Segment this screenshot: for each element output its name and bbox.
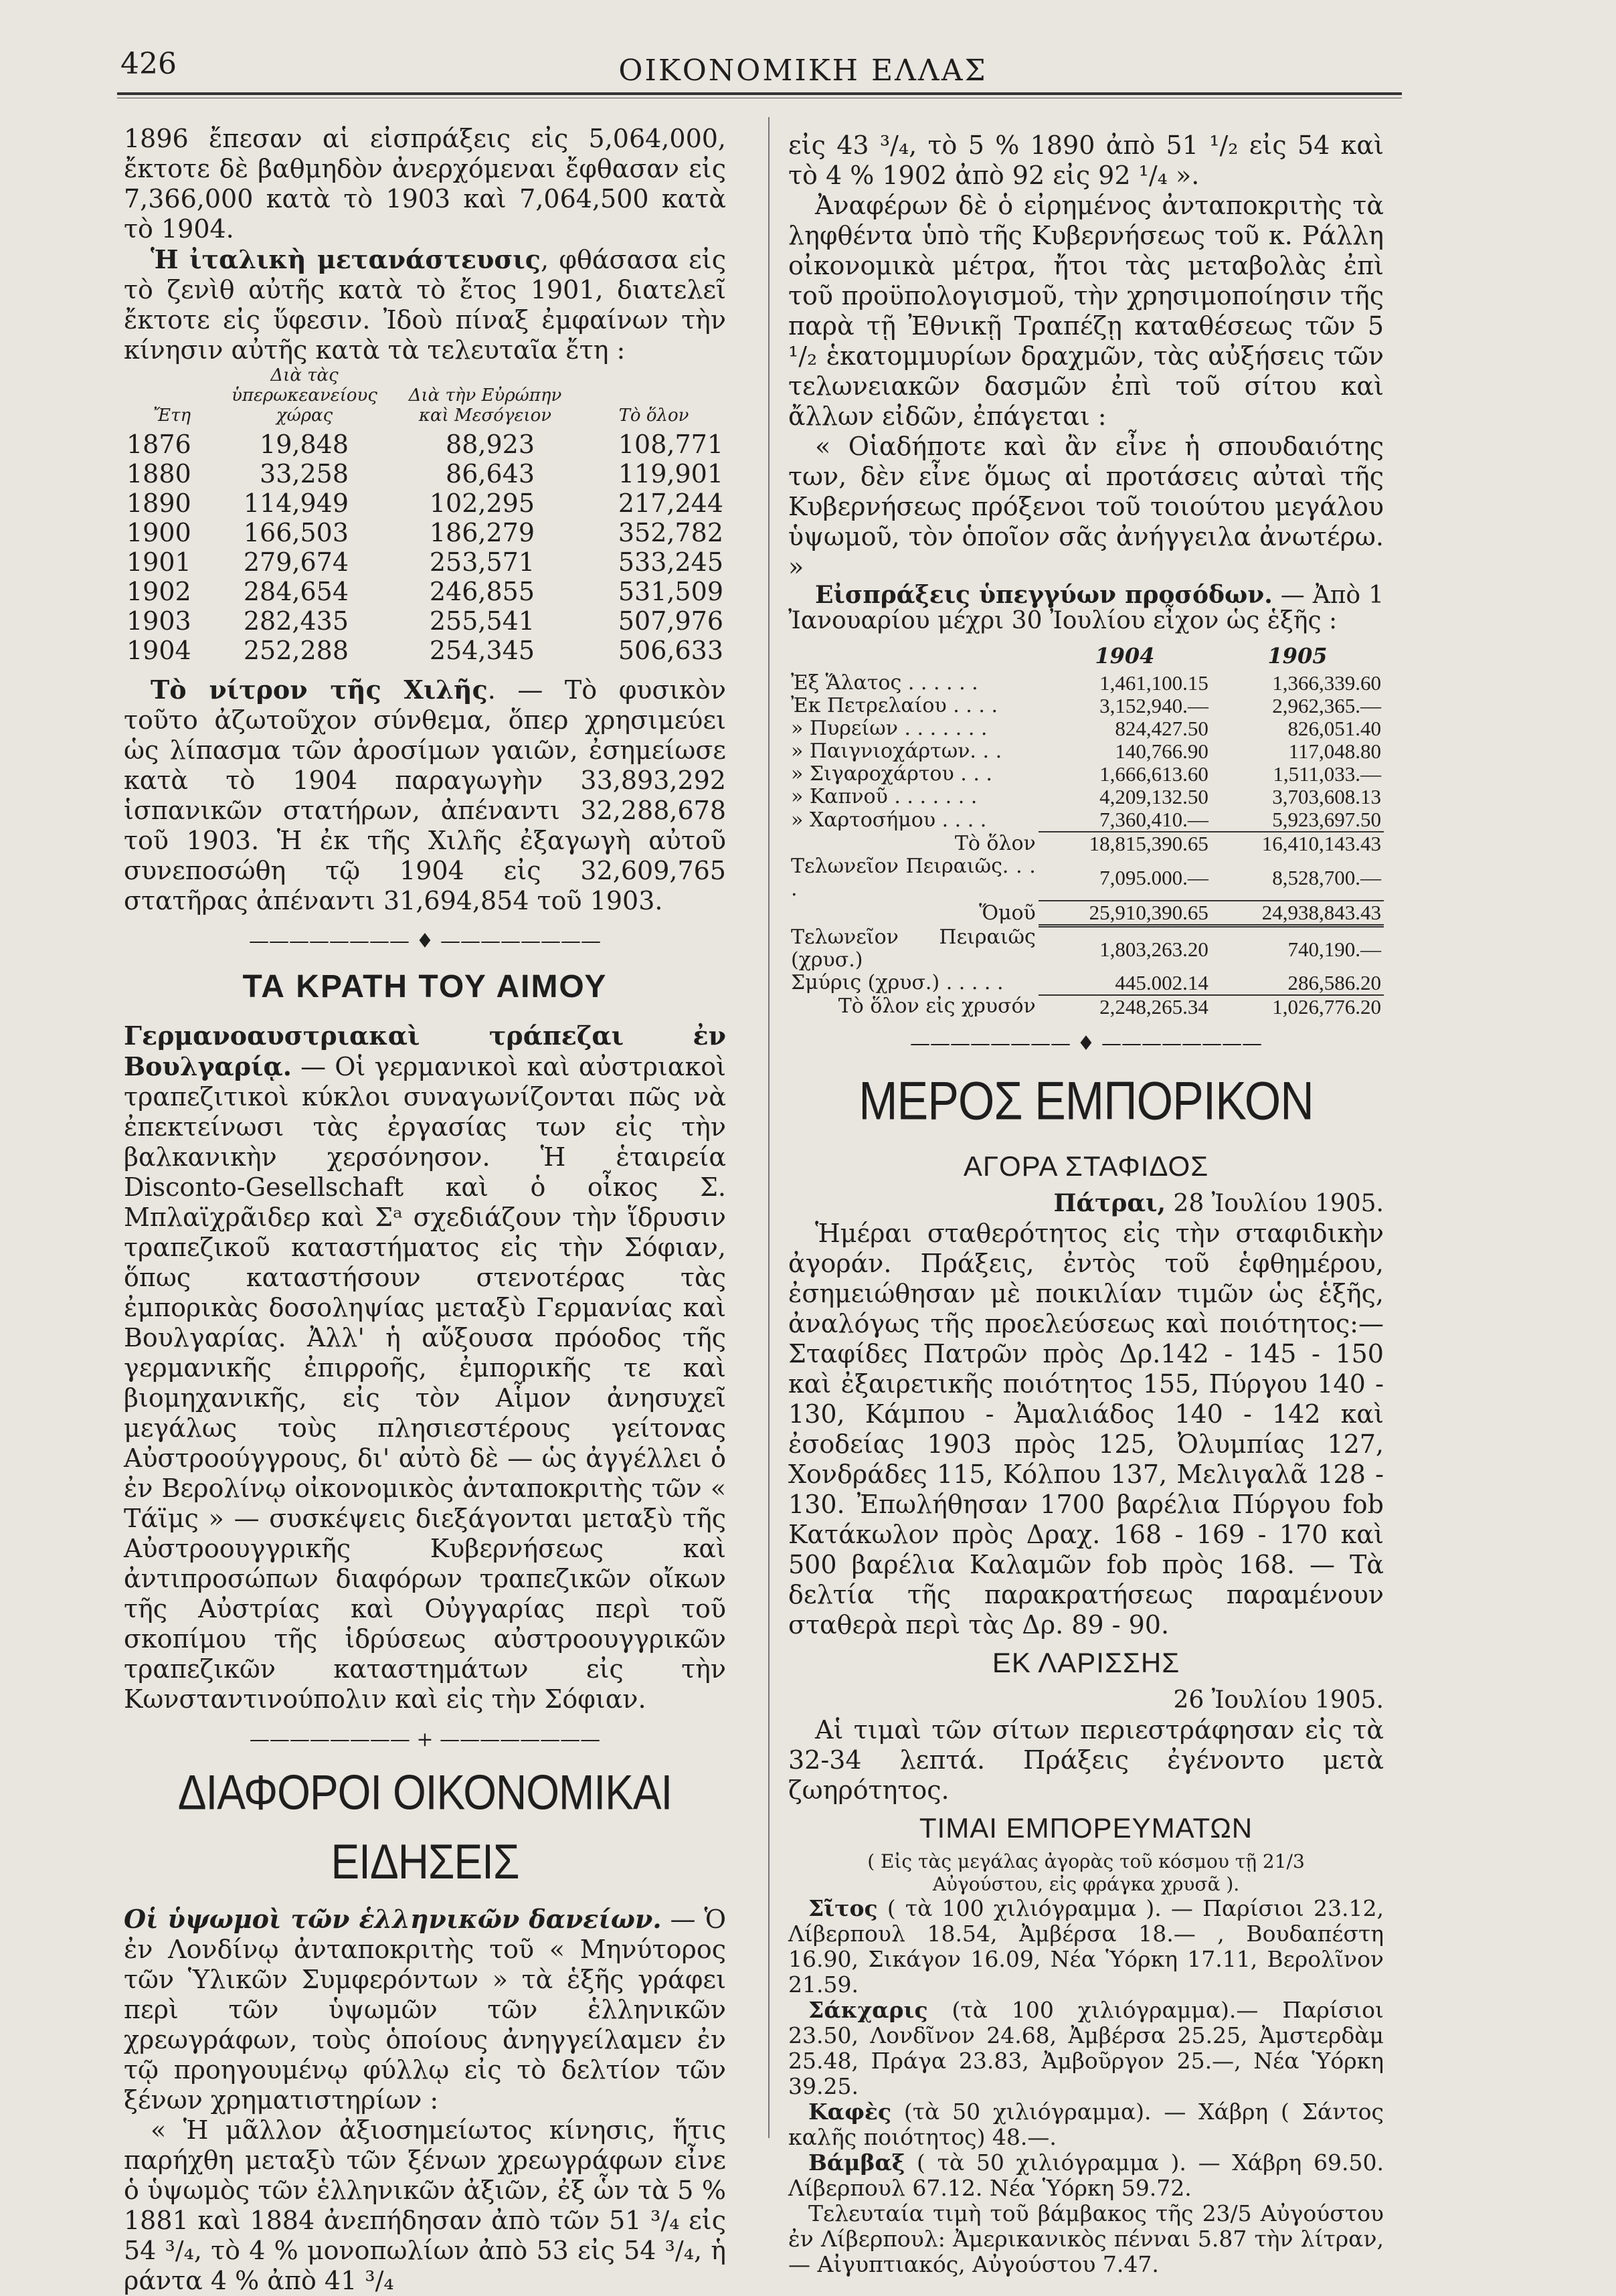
cell-amount-1905: 3,703,608.13 <box>1272 785 1381 808</box>
cell-amount-1905: 286,586.20 <box>1211 972 1384 995</box>
table-row <box>788 763 1384 786</box>
cell-total: 119,901 <box>618 459 723 489</box>
col-header-overseas: Διὰ τὰς ὑπερωκεανείους χώρας <box>232 365 377 426</box>
commodity-sugar-label: Σάκχαρις <box>808 1996 928 2023</box>
commodity-wheat <box>788 1896 1384 1998</box>
cell-amount-1905: 5,923,697.50 <box>1211 808 1384 832</box>
cell-overseas: 166,503 <box>243 518 349 547</box>
section-heading-various-news: ΔΙΑΦΟΡΟΙ ΟΙΚΟΝΟΜΙΚΑΙ ΕΙΔΗΣΕΙΣ <box>177 1764 672 1890</box>
paragraph-german-austrian-banks <box>124 1021 726 1714</box>
cell-year: 1880 <box>126 459 191 489</box>
cell-revenue-source: Σμύρις (χρυσ.) . . . . . <box>791 971 1004 994</box>
commodity-cotton-prices: ( τὰ 50 χιλιόγραμμα ). — Χάβρη 69.50. Λίβερπουλ 67.12. Νέα Ὑόρκη 59.72. <box>788 2149 1384 2201</box>
paragraph-ralli-quote: « Οἱαδήποτε καὶ ἂν εἶνε ἡ σπουδαιότης των, δὲν εἶνε ὅμως αἱ προτάσεις αὐταὶ τῆς Κυβερνήσεως πρόξενοι τοῦ τοιούτου μεγάλου ὑψωμοῦ, τὸν ὁποῖον σᾶς ἀνήγγειλα ἀνωτέρω. » <box>788 432 1384 582</box>
chile-nitrate-heading: Τὸ νίτρον τῆς Χιλῆς <box>151 675 488 705</box>
commodity-cotton-label: Βάμβαξ <box>808 2149 905 2176</box>
table-row <box>124 606 726 636</box>
cell-amount-1904: 3,152,940.— <box>1099 694 1208 717</box>
cell-revenue-source: » Πυρείων . . . . . . . <box>791 717 988 740</box>
secured-revenues-heading: Εἰσπράξεις ὑπεγγύων προσόδων. <box>815 581 1273 609</box>
german-austrian-banks-text: — Οἱ γερμανικοὶ καὶ αὐστριακοὶ τραπεζιτικοὶ κύκλοι συναγωνίζονται πῶς νὰ ἐπεκτείνωσι τὰς ἐργασίας των εἰς τὴν βαλκανικὴν χερσόνησον. Ἡ ἑταιρεία Disconto-Gesellschaft καὶ ὁ οἶκος Σ. Μπλαϊχρᾶιδερ καὶ Σᵃ σχεδιάζουν τὴν ἵδρυσιν τραπεζικοῦ καταστήματος εἰς τὴν Σόφιαν, ὅπως καταστήσουν στενοτέρας τὰς ἐμπορικὰς δοσοληψίας μεταξὺ Γερμανίας καὶ Βουλγαρίας. Ἀλλ' ἡ αὔξουσα πρόοδος τῆς γερμανικῆς ἐπιρροῆς, ἐμπορικῆς τε καὶ βιομηχανικῆς, εἰς τὸν Αἷμον ἀνησυχεῖ μεγάλως τοὺς πλησιεστέρους γείτονας Αὐστροούγγρους, δι' αὐτὸ δὲ — ὡς ἀγγέλλει ὁ ἐν Βερολίνῳ οἰκονομικὸς ἀνταποκριτὴς τῶν « Τάϊμς » — συσκέψεις διεξάγονται μεταξὺ τῆς Αὐστροουγγρικῆς Κυβερνήσεως καὶ ἀντιπροσώπων διαφόρων τραπεζικῶν οἴκων τῆς Αὐστρίας καὶ Οὐγγαρίας περὶ τοῦ σκοπίμου τῆς ἱδρύσεως αὐστροουγγρικῶν τραπεζικῶν καταστημάτων εἰς τὴν Κωνσταντινούπολιν καὶ εἰς τὴν Σόφιαν. <box>124 1052 726 1714</box>
commodity-list <box>788 1896 1384 2277</box>
commodity-coffee-prices: (τὰ 50 χιλιόγραμμα). — Χάβρη ( Σάντος καλῆς ποιότητος) 48.—. <box>788 2098 1384 2150</box>
cell-europe: 102,295 <box>429 489 535 518</box>
table-row <box>788 672 1384 695</box>
table-row <box>788 808 1384 832</box>
table-row <box>788 717 1384 740</box>
cell-revenue-source: Τελωνεῖον Πειραιῶς. . . . <box>791 855 1036 901</box>
cell-revenue-source: » Χαρτοσήμου . . . . <box>791 808 987 832</box>
cell-amount-1904: 4,209,132.50 <box>1099 785 1208 808</box>
dateline-patras-date: 28 Ἰουλίου 1905. <box>1165 1189 1384 1217</box>
paragraph-chile-nitrate <box>124 675 726 916</box>
cell-amount-1905: 1,026,776.20 <box>1272 994 1381 1019</box>
paragraph-greek-loans <box>124 1904 726 2115</box>
cell-amount-1904: 445.002.14 <box>1039 972 1211 995</box>
paragraph-larissa-grain: Αἱ τιμαὶ τῶν σίτων περιεστράφησαν εἰς τὰ 32-34 λεπτά. Πράξεις ἐγένοντο μετὰ ζωηρότητος. <box>788 1714 1384 1805</box>
cell-overseas: 19,848 <box>260 430 349 459</box>
emigration-table-header <box>124 365 726 430</box>
paragraph-secured-revenues <box>788 582 1384 634</box>
paragraph-revenue-intro: 1896 ἔπεσαν αἱ εἰσπράξεις εἰς 5,064,000, ἔκτοτε δὲ βαθμηδὸν ἀνερχόμεναι ἔφθασαν εἰς 7,366,000 κατὰ τὸ 1903 καὶ 7,064,500 κατὰ τὸ 1904. <box>124 124 726 244</box>
commodity-wheat-prices: ( τὰ 100 χιλιόγραμμα ). — Παρίσιοι 23.12, Λίβερπουλ 18.54, Ἀμβέρσα 18.— , Βουδαπέστη 16.90, Σικάγον 16.09, Νέα Ὑόρκη 17.11, Βερολῖνον 21.59. <box>788 1894 1384 1998</box>
cell-amount-1904: 7,360,410.— <box>1039 808 1211 832</box>
cell-amount-1904: 25,910,390.65 <box>1039 901 1211 926</box>
commodity-cotton-last-price: Τελευταία τιμὴ τοῦ βάμβακος τῆς 23/5 Αὐγούστου ἐν Λίβερπουλ: Ἀμερικανικὸς πένναι 5.87 τὴν λίτραν, — Αἰγυπτιακός, Αὐγούστου 7.47. <box>788 2200 1384 2277</box>
commodity-coffee <box>788 2099 1384 2150</box>
cell-year: 1900 <box>126 518 191 547</box>
cell-revenue-source: Τὸ ὅλον <box>954 831 1036 855</box>
table-row <box>788 972 1384 995</box>
cell-overseas: 33,258 <box>260 459 349 489</box>
table-row <box>124 547 726 577</box>
cell-total: 533,245 <box>618 547 723 577</box>
cell-revenue-source: Ὅμοῦ <box>979 901 1036 925</box>
cell-europe: 254,345 <box>429 636 535 665</box>
cell-amount-1905: 2,962,365.— <box>1272 694 1381 717</box>
commodity-prices-note: ( Εἰς τὰς μεγάλας ἀγορὰς τοῦ κόσμου τῇ 21/3 Αὐγούστου, εἰς φράγκα χρυσᾶ ). <box>867 1850 1305 1895</box>
col-header-total: Τὸ ὅλον <box>618 406 689 426</box>
commodity-wheat-label: Σῖτος <box>808 1894 878 1921</box>
cell-europe: 246,855 <box>429 577 535 606</box>
col-header-1905: 1905 <box>1267 643 1328 669</box>
cell-amount-1905: 1,366,339.60 <box>1272 671 1381 695</box>
table-row <box>124 459 726 489</box>
table-row <box>788 995 1384 1019</box>
column-divider <box>768 117 770 2138</box>
table-row <box>124 636 726 665</box>
table-row <box>788 832 1384 855</box>
cell-amount-1904: 1,803,263.20 <box>1099 937 1208 961</box>
cell-amount-1905: 826,051.40 <box>1287 717 1381 740</box>
cell-year: 1902 <box>126 577 191 606</box>
paragraph-ralli-measures: Ἀναφέρων δὲ ὁ εἰρημένος ἀνταποκριτὴς τὰ ληφθέντα ὑπὸ τῆς Κυβερνήσεως τοῦ κ. Ράλλη οἰκονομικὰ μέτρα, ἤτοι τὰς μεταβολὰς ἐπὶ τοῦ προϋπολογισμοῦ, τὴν χρησιμοποίησιν τῆς παρὰ τῇ Ἐθνικῇ Τραπέζῃ καταθέσεως τῶν 5 ¹/₂ ἑκατομμυρίων δραχμῶν, τὰς αὐξήσεις τῶν τελωνειακῶν δασμῶν ἐπὶ τοῦ σίτου καὶ ἄλλων εἰδῶν, ἐπάγεται : <box>788 191 1384 431</box>
running-title: ΟΙΚΟΝΟΜΙΚΗ ΕΛΛΑΣ <box>618 54 988 88</box>
italian-emigration-text: , φθάσασα εἰς τὸ ζενὶθ αὐτῆς κατὰ τὸ ἔτος 1901, διατελεῖ ἔκτοτε εἰς ὕφεσιν. Ἰδοὺ πίναξ ἐμφαίνων τὴν κίνησιν αὐτῆς κατὰ τὰ τελευταῖα ἔτη : <box>124 245 727 365</box>
cell-revenue-source: » Σιγαροχάρτου . . . <box>791 762 992 786</box>
german-austrian-banks-heading: Γερμανοαυστριακαὶ τράπεζαι ἐν Βουλγαρίᾳ. <box>124 1021 726 1081</box>
cell-year: 1901 <box>126 547 191 577</box>
cell-overseas: 114,949 <box>243 489 349 518</box>
commodity-sugar-prices: (τὰ 100 χιλιόγραμμα).— Παρίσιοι 23.50, Λονδῖνον 24.68, Ἀμβέρσα 25.25, Ἀμστερδὰμ 25.48, Πράγα 23.83, Ἀμβοῦργον 25.—, Νέα Ὑόρκη 39.25. <box>788 1996 1384 2099</box>
cell-year: 1890 <box>126 489 191 518</box>
cell-europe: 255,541 <box>429 606 535 636</box>
cell-revenue-source: Ἐκ Πετρελαίου . . . . <box>791 694 998 717</box>
cell-amount-1904: 824,427.50 <box>1115 717 1208 740</box>
left-column <box>124 124 726 2296</box>
separator-ornament: ———————— ♦ ———————— <box>910 1031 1262 1055</box>
cell-total: 506,633 <box>618 636 723 665</box>
cell-amount-1904: 18,815,390.65 <box>1089 832 1208 855</box>
cell-total: 531,509 <box>618 577 723 606</box>
cell-total: 108,771 <box>618 430 723 459</box>
paragraph-italian-emigration <box>124 244 726 365</box>
section-heading-larissa: ΕΚ ΛΑΡΙΣΣΗΣ <box>992 1646 1180 1678</box>
revenue-table <box>788 640 1384 1019</box>
header-rule <box>117 92 1402 95</box>
cell-amount-1905: 740,190.— <box>1287 937 1381 961</box>
cell-amount-1904: 2,248,265.34 <box>1099 994 1208 1019</box>
cell-amount-1905: 24,938,843.43 <box>1211 901 1384 926</box>
paragraph-raisin-prices: Ἡμέραι σταθερότητος εἰς τὴν σταφιδικὴν ἀγοράν. Πράξεις, ἐντὸς τοῦ ἑφθημέρου, ἐσημειώθησαν μὲ ποικιλίαν τιμῶν ὡς ἑξῆς, ἀναλόγως τῆς προελεύσεως καὶ ποιότητος:— Σταφίδες Πατρῶν πρὸς Δρ.142 - 145 - 150 καὶ ἐξαιρετικῆς ποιότητος 155, Πύργου 140 - 130, Κάμπου - Ἀμαλιάδος 140 - 142 καὶ ἐσοδείας 1903 πρὸς 125, Ὀλυμπίας 127, Χονδράδες 115, Κόλπου 137, Μελιγαλᾶ 128 - 130. Ἐπωλήθησαν 1700 βαρέλια Πύργου fob Κατάκωλον πρὸς Δραχ. 168 - 169 - 170 καὶ 500 βαρέλια Καλαμῶν fob πρὸς 168. — Τὰ δελτία τῆς παρακρατήσεως παραμένουν σταθερὰ περὶ τὰς Δρ. 89 - 90. <box>788 1218 1384 1640</box>
cell-total: 217,244 <box>618 489 723 518</box>
table-row <box>788 926 1384 972</box>
cell-amount-1905: 117,048.80 <box>1288 739 1381 763</box>
commodity-coffee-label: Καφὲς <box>808 2098 892 2125</box>
col-header-europe: Διὰ τὴν Εὐρώπην καὶ Μεσόγειον <box>408 385 562 426</box>
cell-overseas: 279,674 <box>243 547 349 577</box>
table-row <box>788 901 1384 926</box>
dateline-patras <box>788 1188 1384 1219</box>
cell-year: 1876 <box>126 430 191 459</box>
col-header-1904: 1904 <box>1095 643 1155 669</box>
section-heading-raisin-market: ΑΓΟΡΑ ΣΤΑΦΙΔΟΣ <box>963 1150 1209 1182</box>
cell-year: 1903 <box>126 606 191 636</box>
paragraph-greek-loans-quote: « Ἡ μᾶλλον ἀξιοσημείωτος κίνησις, ἥτις παρήχθη μεταξὺ τῶν ξένων χρεωγράφων εἶνε ὁ ὑψωμὸς τῶν ἑλληνικῶν ἀξιῶν, ἐξ ὧν τὰ 5 % 1881 καὶ 1884 ἀνεπήδησαν ἀπὸ τῶν 51 ³/₄ εἰς 54 ³/₄, τὸ 4 % μονοπωλίων ἀπὸ 53 εἰς 54 ³/₄, ἡ ράντα 4 % ἀπὸ 41 ³/₄ <box>124 2115 726 2295</box>
cell-amount-1905: 1,511,033.— <box>1273 762 1381 786</box>
cell-revenue-source: » Καπνοῦ . . . . . . . <box>791 785 978 808</box>
cell-amount-1905: 16,410,143.43 <box>1261 832 1381 855</box>
table-row <box>124 430 726 459</box>
section-heading-commodity-prices: ΤΙΜΑΙ ΕΜΠΟΡΕΥΜΑΤΩΝ <box>919 1812 1253 1844</box>
table-row <box>788 695 1384 717</box>
section-heading-commercial: ΜΕΡΟΣ ΕΜΠΟΡΙΚΟΝ <box>859 1070 1314 1131</box>
table-row <box>124 577 726 606</box>
table-row <box>788 786 1384 808</box>
col-header-year: Ἔτη <box>153 406 191 426</box>
cell-total: 352,782 <box>618 518 723 547</box>
table-row <box>788 740 1384 763</box>
cell-overseas: 252,288 <box>243 636 349 665</box>
cell-amount-1905: 8,528,700.— <box>1211 855 1384 901</box>
italian-emigration-heading: Ἡ ἰταλικὴ μετανάστευσις <box>151 244 541 274</box>
commodity-cotton <box>788 2150 1384 2201</box>
table-row <box>124 489 726 518</box>
table-row <box>124 518 726 547</box>
greek-loans-text: — Ὁ ἐν Λονδίνῳ ἀνταποκριτὴς τοῦ « Μηνύτορος τῶν Ὑλικῶν Συμφερόντων » τὰ ἑξῆς γράφει περὶ τῶν ὑψωμῶν τῶν ἑλληνικῶν χρεωγράφων, τοὺς ὁποίους ἀνηγγείλαμεν ἐν τῷ προηγουμένῳ φύλλῳ εἰς τὸ δελτίον τῶν ξένων χρηματιστηρίων : <box>124 1905 726 2115</box>
cell-europe: 186,279 <box>429 518 535 547</box>
cell-total: 507,976 <box>618 606 723 636</box>
cell-amount-1904: 1,666,613.60 <box>1099 762 1208 786</box>
table-row <box>788 855 1384 901</box>
secured-revenues-text: — Ἀπὸ 1 Ἰανουαρίου μέχρι 30 Ἰουλίου εἶχον ὡς ἑξῆς : <box>788 582 1384 634</box>
cell-amount-1904: 140,766.90 <box>1115 739 1208 763</box>
cell-revenue-source: Ἐξ Ἅλατος . . . . . . <box>791 671 978 695</box>
paragraph-loans-continued: εἰς 43 ³/₄, τὸ 5 % 1890 ἀπὸ 51 ¹/₂ εἰς 54 καὶ τὸ 4 % 1902 ἀπὸ 92 εἰς 92 ¹/₄ ». <box>788 130 1384 190</box>
separator-ornament: ———————— + ———————— <box>249 1728 601 1751</box>
chile-nitrate-text: . — Τὸ φυσικὸν τοῦτο ἀζωτοῦχον σύνθεμα, ὅπερ χρησιμεύει ὡς λίπασμα τῶν ἀροσίμων γαιῶν, ἐσημείωσε κατὰ τὸ 1904 παραγωγὴν 33,893,292 ἱσπανικῶν στατήρων, ἀπέναντι 32,288,678 τοῦ 1903. Ἡ ἐκ τῆς Χιλῆς ἐξαγωγὴ αὐτοῦ συνεποσώθη τῷ 1904 εἰς 32,609,765 στατῆρας ἀπέναντι 31,694,854 τοῦ 1903. <box>124 675 726 915</box>
dateline-patras-city: Πάτραι, <box>1053 1188 1166 1217</box>
cell-year: 1904 <box>126 636 191 665</box>
commodity-sugar <box>788 1998 1384 2099</box>
cell-europe: 253,571 <box>429 547 535 577</box>
cell-overseas: 282,435 <box>243 606 349 636</box>
page-number: 426 <box>120 47 177 81</box>
section-heading-balkans: ΤΑ ΚΡΑΤΗ ΤΟΥ ΑΙΜΟΥ <box>242 969 608 1004</box>
cell-europe: 86,643 <box>446 459 535 489</box>
cell-revenue-source: » Παιγνιοχάρτων. . . <box>791 739 1002 763</box>
cell-revenue-source: Τελωνεῖον Πειραιῶς (χρυσ.) <box>791 925 1036 972</box>
cell-amount-1904: 1,461,100.15 <box>1099 671 1208 695</box>
cell-amount-1904: 7,095.000.— <box>1039 855 1211 901</box>
emigration-table <box>124 365 726 665</box>
right-column <box>788 130 1384 2277</box>
cell-revenue-source: Τὸ ὅλον εἰς χρυσόν <box>838 994 1036 1018</box>
revenue-table-header <box>788 640 1384 672</box>
dateline-larissa: 26 Ἰουλίου 1905. <box>1173 1686 1384 1714</box>
cell-overseas: 284,654 <box>243 577 349 606</box>
greek-loans-heading: Οἱ ὑψωμοὶ τῶν ἑλληνικῶν δανείων. <box>124 1904 662 1934</box>
separator-ornament: ———————— ♦ ———————— <box>249 930 601 953</box>
cell-europe: 88,923 <box>446 430 535 459</box>
